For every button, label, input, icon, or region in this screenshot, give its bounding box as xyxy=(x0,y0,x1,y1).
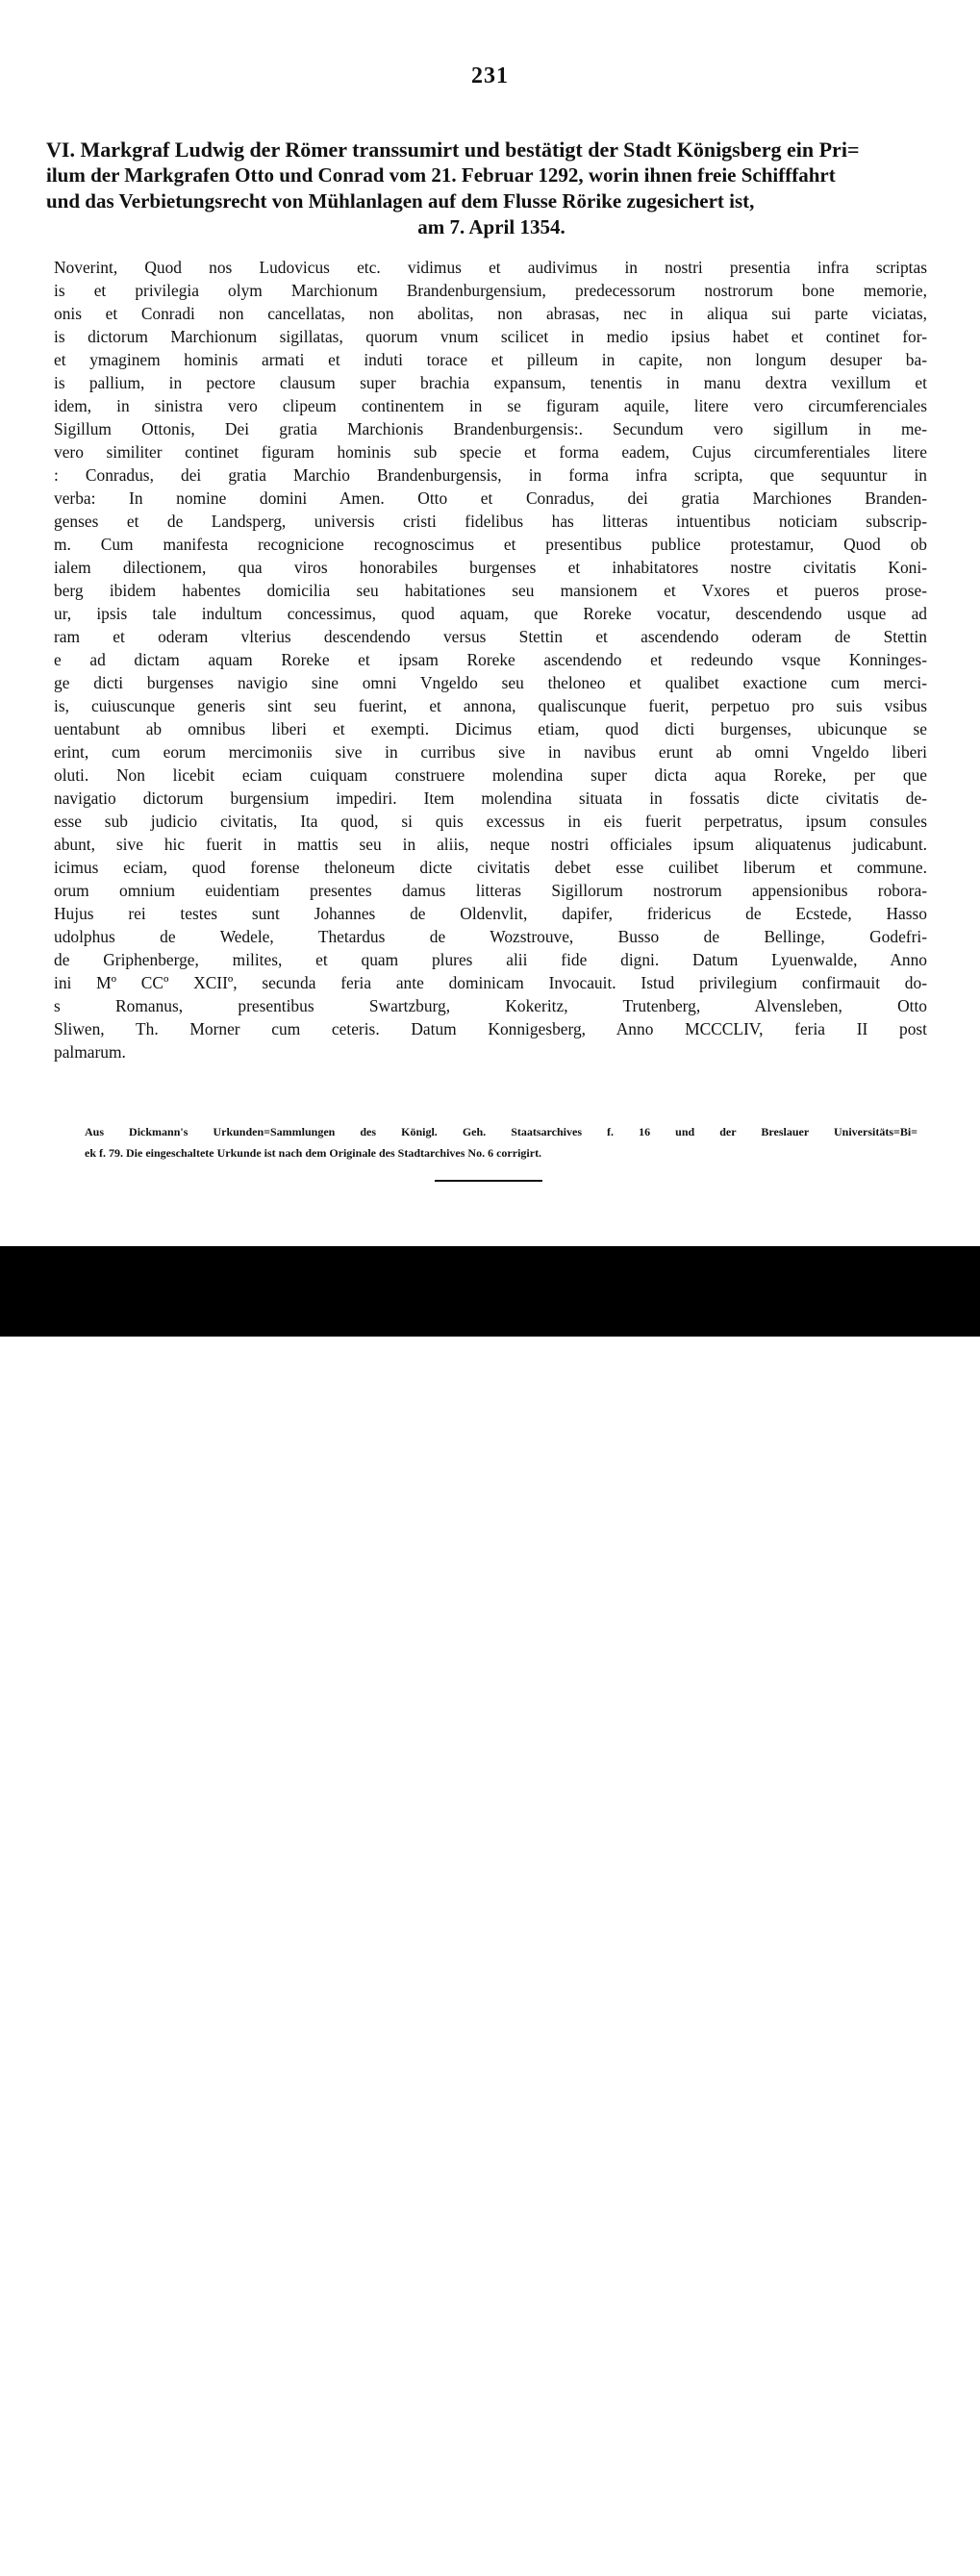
text-line: ialem dilectionem, qua viros honorabiles burgenses et inhabitatores nostre civitatis Koni- xyxy=(54,558,927,577)
end-rule xyxy=(435,1180,542,1182)
heading-line-1: VI. Markgraf Ludwig der Römer transsumirt und bestätigt der Stadt Königsberg ein Pri= xyxy=(46,138,860,162)
text-line: is, cuiuscunque generis sint seu fuerint, et annona, qualiscunque fuerit, perpetuo pro suis vsibus xyxy=(54,696,927,715)
text-line: abunt, sive hic fuerit in mattis seu in aliis, neque nostri officiales ipsum aliquatenus judicabunt. xyxy=(54,835,927,854)
text-line: idem, in sinistra vero clipeum continentem in se figuram aquile, litere vero circumferenciales xyxy=(54,396,927,415)
alamy-logo: alamy xyxy=(23,2506,194,2566)
text-line: ram et oderam vlterius descendendo versus Stettin et ascendendo oderam de Stettin xyxy=(54,627,927,646)
text-line: ini Mº CCº XCIIº, secunda feria ante dominicam Invocauit. Istud privilegium confirmauit do- xyxy=(54,973,927,992)
text-line: navigatio dictorum burgensium impediri. Item molendina situata in fossatis dicte civitatis de- xyxy=(54,788,927,808)
text-line: udolphus de Wedele, Thetardus de Wozstrouve, Busso de Bellinge, Godefri- xyxy=(54,927,927,946)
text-line: Noverint, Quod nos Ludovicus etc. vidimus et audivimus in nostri presentia infra scriptas xyxy=(54,258,927,277)
heading-line-2: ilum der Markgrafen Otto und Conrad vom 21. Februar 1292, worin ihnen freie Schifffahrt xyxy=(46,163,836,187)
source-footnote xyxy=(85,1121,917,1163)
text-line: Hujus rei testes sunt Johannes de Oldenvlit, dapifer, fridericus de Ecstede, Hasso xyxy=(54,904,927,923)
charter-text xyxy=(54,256,927,1063)
text-line: ge dicti burgenses navigio sine omni Vngeldo seu theloneo et qualibet exactione cum merci- xyxy=(54,673,927,692)
text-line: s Romanus, presentibus Swartzburg, Kokeritz, Trutenberg, Alvensleben, Otto xyxy=(54,996,927,1015)
text-line: ur, ipsis tale indultum concessimus, quod aquam, que Roreke vocatur, descendendo usque ad xyxy=(54,604,927,623)
image-id-text: Image ID: J37WJY xyxy=(692,2558,826,2576)
text-line: m. Cum manifesta recognicione recognoscimus et presentibus publice protestamur, Quod ob xyxy=(54,535,927,554)
heading-line-3: und das Verbietungsrecht von Mühlanlagen auf dem Flusse Rörike zugesichert ist, xyxy=(46,189,755,213)
text-line: verba: In nomine domini Amen. Otto et Conradus, dei gratia Marchiones Branden- xyxy=(54,488,927,508)
heading-line-4: am 7. April 1354. xyxy=(417,215,565,238)
page-number: 231 xyxy=(471,63,509,88)
text-line: genses et de Landsperg, universis cristi fidelibus has litteras intuentibus noticiam subscrip- xyxy=(54,512,927,531)
text-line: is dictorum Marchionum sigillatas, quorum vnum scilicet in medio ipsius habet et continet for- xyxy=(54,327,927,346)
text-line: de Griphenberge, milites, et quam plures alii fide digni. Datum Lyuenwalde, Anno xyxy=(54,950,927,969)
text-line: vero similiter continet figuram hominis sub specie et forma eadem, Cujus circumferentiales litere xyxy=(54,442,927,462)
text-line: e ad dictam aquam Roreke et ipsam Roreke ascendendo et redeundo vsque Konninges- xyxy=(54,650,927,669)
text-line: et ymaginem hominis armati et induti torace et pilleum in capite, non longum desuper ba- xyxy=(54,350,927,369)
text-line: esse sub judicio civitatis, Ita quod, si quis excessus in eis fuerit perpetratus, ipsum consules xyxy=(54,812,927,831)
footnote-line-1: Aus Dickmann's Urkunden=Sammlungen des Königl. Geh. Staatsarchives f. 16 und der Breslauer Universitäts=Bi= xyxy=(85,1125,917,1138)
text-line: oluti. Non licebit eciam cuiquam construere molendina super dicta aqua Roreke, per que xyxy=(54,765,927,785)
text-line: berg ibidem habentes domicilia seu habitationes seu mansionem et Vxores et pueros prose- xyxy=(54,581,927,600)
site-url: www.alamy.com xyxy=(841,2558,965,2576)
text-line: icimus eciam, quod forense theloneum dicte civitatis debet esse cuilibet liberum et commune. xyxy=(54,858,927,877)
text-line: is pallium, in pectore clausum super brachia expansum, tenentis in manu dextra vexillum et xyxy=(54,373,927,392)
text-line: palmarum. xyxy=(54,1042,126,1062)
text-line: : Conradus, dei gratia Marchio Brandenburgensis, in forma infra scripta, que sequuntur in xyxy=(54,465,927,485)
text-line: erint, cum eorum mercimoniis sive in curribus sive in navibus erunt ab omni Vngeldo liberi xyxy=(54,742,927,762)
text-line: is et privilegia olym Marchionum Brandenburgensium, predecessorum nostrorum bone memorie, xyxy=(54,281,927,300)
text-line: Sigillum Ottonis, Dei gratia Marchionis Brandenburgensis:. Secundum vero sigillum in me- xyxy=(54,419,927,438)
text-line: onis et Conradi non cancellatas, non abolitas, non abrasas, nec in aliqua sui parte viciatas, xyxy=(54,304,927,323)
footnote-line-2: ek f. 79. Die eingeschaltete Urkunde ist nach dem Originale des Stadtarchives No. 6 corrigirt. xyxy=(85,1146,542,1160)
text-line: uentabunt ab omnibus liberi et exempti. Dicimus etiam, quod dicti burgenses, ubicunque se xyxy=(54,719,927,738)
section-heading xyxy=(46,137,937,240)
stock-image-id: Image ID: J37WJY · www.alamy.com xyxy=(692,2558,965,2576)
document-page xyxy=(0,0,980,1246)
stock-watermark-banner xyxy=(0,1246,980,2576)
text-line: Sliwen, Th. Morner cum ceteris. Datum Konnigesberg, Anno MCCCLIV, feria II post xyxy=(54,1019,927,1038)
text-line: orum omnium euidentiam presentes damus litteras Sigillorum nostrorum appensionibus robora- xyxy=(54,881,927,900)
